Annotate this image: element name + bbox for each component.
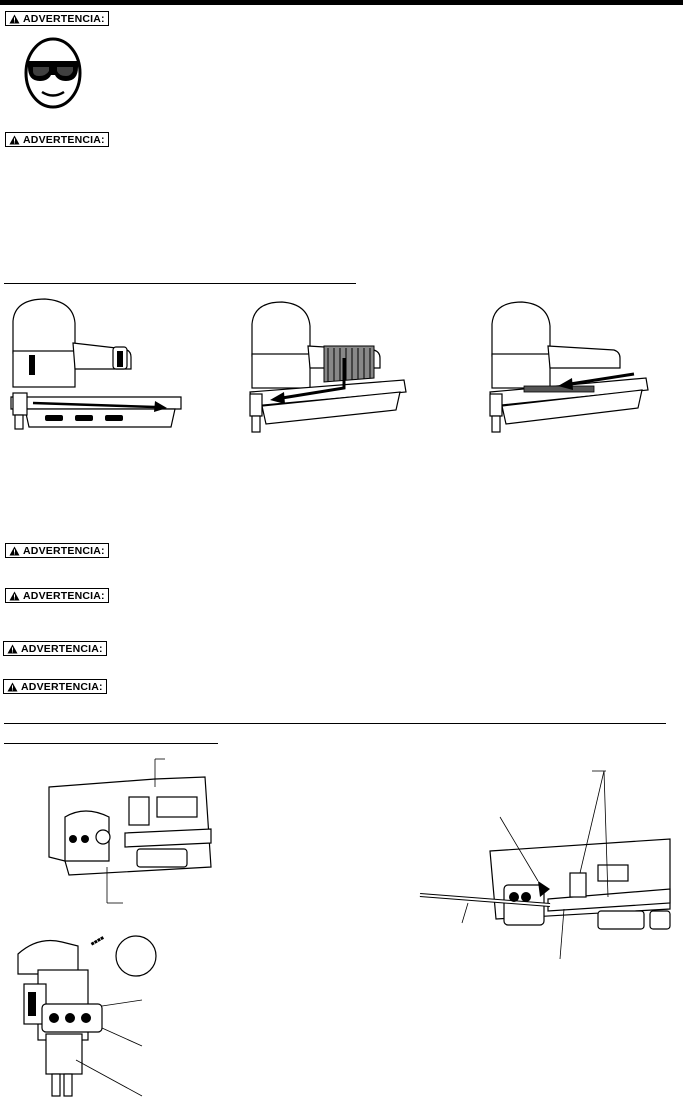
warning-label-5 bbox=[3, 641, 107, 656]
magazine-detail bbox=[420, 769, 672, 969]
warning-text: ADVERTENCIA: bbox=[21, 680, 103, 693]
nailer-loading-step-1 bbox=[5, 293, 191, 433]
warning-label-3 bbox=[5, 543, 109, 558]
warning-label-6 bbox=[3, 679, 107, 694]
nameplate-marking: ■■■■ bbox=[90, 935, 106, 948]
nose-detail bbox=[45, 757, 215, 907]
warning-label-2 bbox=[5, 132, 109, 147]
warning-triangle-icon bbox=[9, 135, 20, 145]
warning-text: ADVERTENCIA: bbox=[23, 12, 105, 25]
warning-triangle-icon bbox=[9, 14, 20, 24]
warning-text: ADVERTENCIA: bbox=[21, 642, 103, 655]
section-rule bbox=[4, 283, 356, 284]
depth-adjust-detail bbox=[18, 934, 158, 1099]
top-rule bbox=[0, 0, 683, 5]
warning-label-1 bbox=[5, 11, 109, 26]
warning-triangle-icon bbox=[9, 546, 20, 556]
warning-text: ADVERTENCIA: bbox=[23, 589, 105, 602]
safety-goggles-icon bbox=[24, 37, 82, 109]
warning-text: ADVERTENCIA: bbox=[23, 544, 105, 557]
nailer-loading-step-3 bbox=[484, 298, 652, 438]
section-rule bbox=[4, 743, 218, 744]
warning-label-4 bbox=[5, 588, 109, 603]
warning-text: ADVERTENCIA: bbox=[23, 133, 105, 146]
warning-triangle-icon bbox=[7, 682, 18, 692]
section-rule bbox=[4, 723, 666, 724]
warning-triangle-icon bbox=[9, 591, 20, 601]
warning-triangle-icon bbox=[7, 644, 18, 654]
nailer-loading-step-2 bbox=[244, 298, 410, 438]
